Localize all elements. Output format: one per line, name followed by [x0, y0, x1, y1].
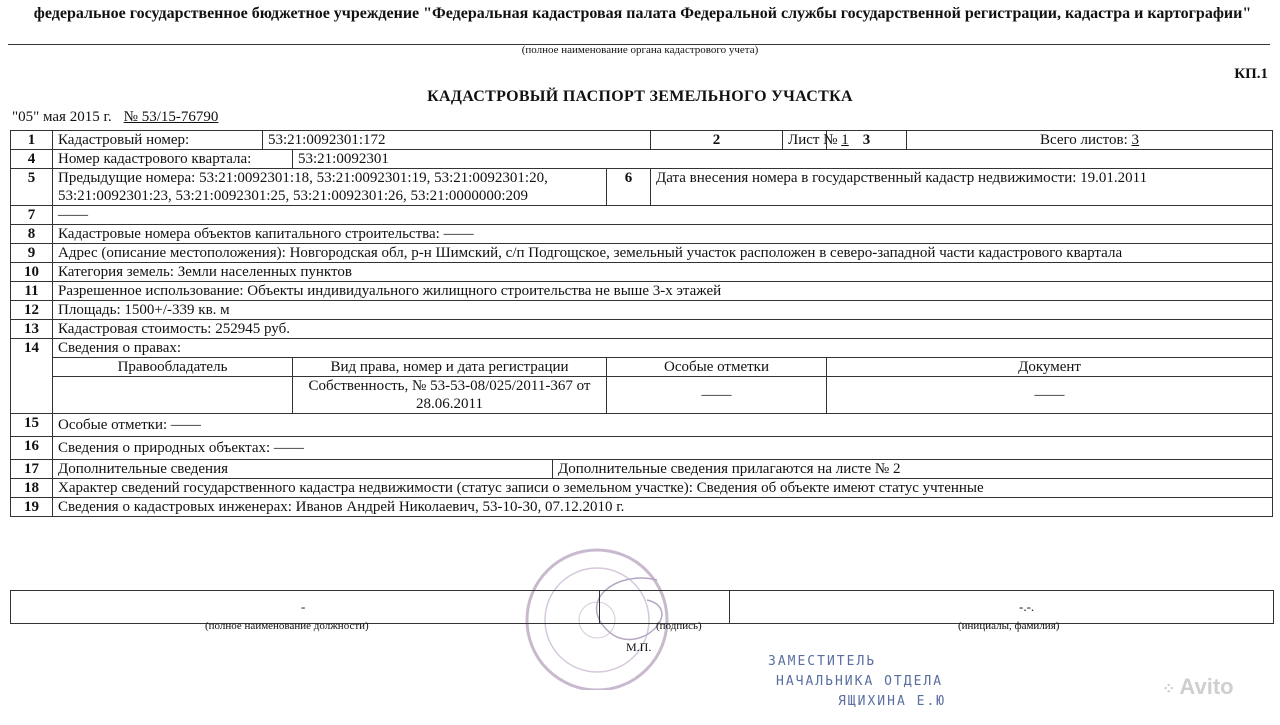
area: Площадь: 1500+/-339 кв. м — [53, 301, 1273, 320]
row-9 — [11, 244, 1273, 263]
rights-col-owner: Правообладатель — [53, 358, 293, 377]
signature-field — [599, 591, 730, 623]
label: Дополнительные сведения — [53, 460, 553, 479]
row-number: 17 — [11, 460, 53, 479]
additional-info: Дополнительные сведения прилагаются на листе № 2 — [553, 460, 1273, 479]
row-14 — [11, 339, 1273, 358]
row-number: 11 — [11, 282, 53, 301]
position-field — [11, 591, 600, 623]
watermark — [1162, 674, 1234, 700]
total-label: Всего листов: — [1039, 132, 1128, 148]
rights-header-row — [11, 358, 1273, 377]
official-stamp — [768, 652, 946, 712]
row-18 — [11, 479, 1273, 498]
quarter-number: 53:21:0092301 — [293, 150, 1273, 169]
document-date — [12, 109, 218, 126]
row-number: 10 — [11, 263, 53, 282]
seal-place: М.П. — [626, 640, 652, 654]
rights-owner — [53, 377, 293, 414]
rights-col-type: Вид права, номер и дата регистрации — [293, 358, 607, 377]
cadastral-engineers: Сведения о кадастровых инженерах: Иванов Андрей Николаевич, 53-10-30, 07.12.2010 г. — [53, 498, 1273, 517]
stamp-line: ЗАМЕСТИТЕЛЬ — [768, 654, 877, 669]
rights-col-notes: Особые отметки — [607, 358, 827, 377]
avito-logo-icon: ⁘ — [1162, 681, 1176, 698]
row-16 — [11, 437, 1273, 460]
row-number: 3 — [827, 131, 907, 150]
row-number: 9 — [11, 244, 53, 263]
row-number: 5 — [11, 169, 53, 206]
document-title: КАДАСТРОВЫЙ ПАСПОРТ ЗЕМЕЛЬНОГО УЧАСТКА — [427, 88, 853, 105]
signature-caption: (подпись) — [656, 620, 702, 632]
address: Адрес (описание местоположения): Новгородская обл, р-н Шимский, с/п Подгощское, земельный участок расположен в северо-западной части кадастрового квартала — [53, 244, 1273, 263]
record-status: Характер сведений государственного кадастра недвижимости (статус записи о земельном участке): Сведения об объекте имеют статус учтенные — [53, 479, 1273, 498]
rights-label: Сведения о правах: — [53, 339, 1273, 358]
row-number: 14 — [11, 339, 53, 414]
row-number: 6 — [607, 169, 651, 206]
permitted-use: Разрешенное использование: Объекты индивидуального жилищного строительства не выше 3-х этажей — [53, 282, 1273, 301]
row-number: 8 — [11, 225, 53, 244]
row-text: —— — [53, 206, 1273, 225]
rights-data-row — [11, 377, 1273, 414]
label: Кадастровый номер: — [53, 131, 263, 150]
cadastral-value: Кадастровая стоимость: 252945 руб. — [53, 320, 1273, 339]
row-number: 15 — [11, 414, 53, 437]
row-number: 1 — [11, 131, 53, 150]
sheet-label: Лист № — [788, 132, 838, 148]
row-17 — [11, 460, 1273, 479]
rights-notes: —— — [607, 377, 827, 414]
row-19 — [11, 498, 1273, 517]
row-number: 18 — [11, 479, 53, 498]
label: Номер кадастрового квартала: — [53, 150, 293, 169]
stamp-line: НАЧАЛЬНИКА ОТДЕЛА — [776, 674, 944, 689]
land-category: Категория земель: Земли населенных пунктов — [53, 263, 1273, 282]
total-value: 3 — [1131, 132, 1140, 148]
initials-caption: (инициалы, фамилия) — [958, 620, 1060, 632]
rights-document: —— — [827, 377, 1273, 414]
sheet-value: 1 — [841, 132, 849, 148]
stamp-line: ЯЩИХИНА Е.Ю — [838, 694, 947, 709]
date-text: "05" мая 2015 г. — [12, 109, 112, 125]
document-number: № 53/15-76790 — [123, 109, 219, 125]
signature-block — [10, 590, 1274, 624]
date-entered: Дата внесения номера в государственный кадастр недвижимости: 19.01.2011 — [651, 169, 1273, 206]
natural-objects: Сведения о природных объектах: —— — [53, 437, 1273, 460]
row-number: 16 — [11, 437, 53, 460]
row-10 — [11, 263, 1273, 282]
form-code: КП.1 — [1234, 66, 1268, 82]
row-number: 19 — [11, 498, 53, 517]
watermark-text: Avito — [1179, 674, 1234, 699]
sheet-cell — [783, 131, 849, 150]
rights-col-document: Документ — [827, 358, 1273, 377]
row-11 — [11, 282, 1273, 301]
row-number: 7 — [11, 206, 53, 225]
row-15 — [11, 414, 1273, 437]
initials-field — [729, 591, 1272, 623]
position-value: - — [301, 599, 306, 614]
row-text: Кадастровые номера объектов капитального строительства: —— — [53, 225, 1273, 244]
special-notes: Особые отметки: —— — [53, 414, 1273, 437]
row-12 — [11, 301, 1273, 320]
total-cell — [907, 131, 1273, 150]
row-4 — [11, 150, 1273, 169]
row-1 — [11, 131, 1273, 150]
position-caption: (полное наименование должности) — [205, 620, 369, 632]
cadastral-number: 53:21:0092301:172 — [263, 131, 651, 150]
row-number: 12 — [11, 301, 53, 320]
previous-numbers: Предыдущие номера: 53:21:0092301:18, 53:21:0092301:19, 53:21:0092301:20, 53:21:0092301:23, 53:21:0092301:25, 53:21:0092301:26, 53:21:0000000:209 — [53, 169, 607, 206]
row-5 — [11, 169, 1273, 206]
rights-type: Собственность, № 53-53-08/025/2011-367 от 28.06.2011 — [293, 377, 607, 414]
row-number: 2 — [651, 131, 783, 150]
row-number: 4 — [11, 150, 53, 169]
organization-note: (полное наименование органа кадастрового учета) — [521, 44, 759, 56]
row-7 — [11, 206, 1273, 225]
row-13 — [11, 320, 1273, 339]
initials-value: -.-. — [1019, 599, 1035, 614]
organization-name: федеральное государственное бюджетное учреждение "Федеральная кадастровая палата Федеральной службы государственной регистрации, кадастра и картографии" — [33, 5, 1252, 22]
row-number: 13 — [11, 320, 53, 339]
row-8 — [11, 225, 1273, 244]
passport-table — [10, 130, 1273, 517]
